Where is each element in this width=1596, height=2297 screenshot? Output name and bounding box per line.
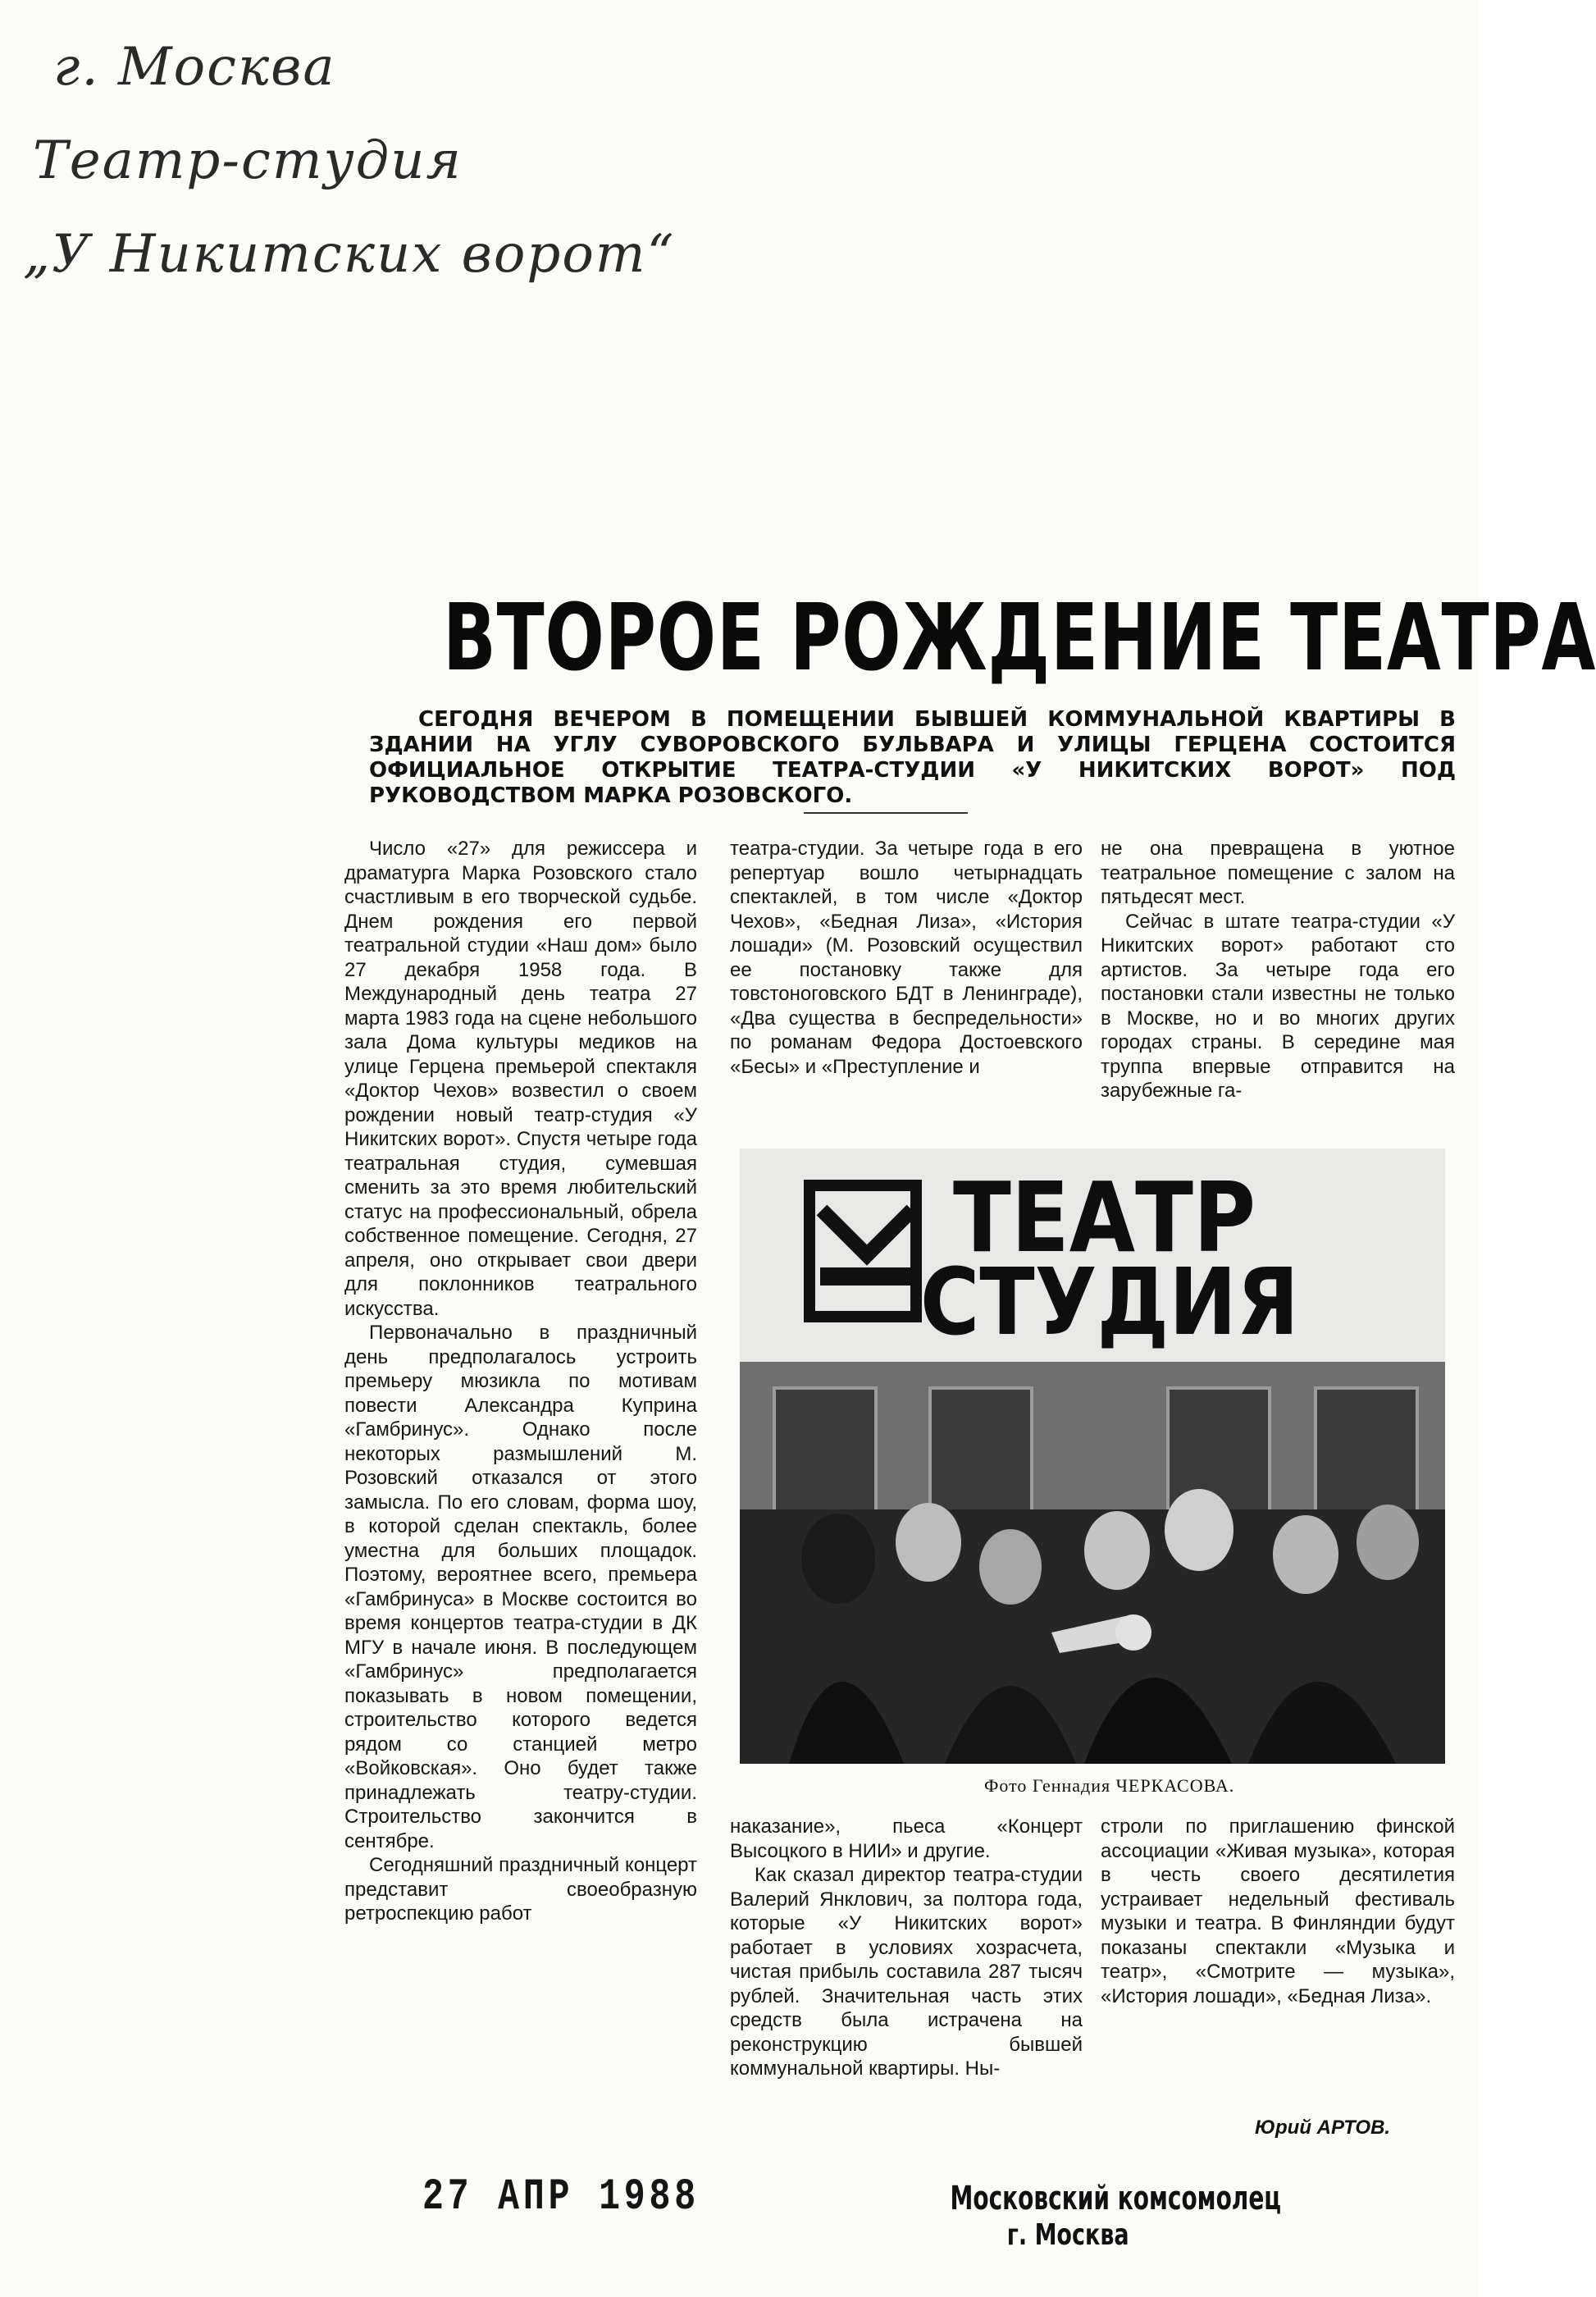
column-3-top-paragraph-2: Сейчас в штате театра-студии «У Никитских ворот» работают сто артистов. За четыре года его постановки стали известны не только в Москве, но и во многих других городах страны. В середине мая труппа впервые отправится на зарубежные га- [1101,910,1455,1102]
source-city: г. Москва [1006,2218,1129,2252]
photo-sign-line-2: СТУДИЯ [920,1249,1299,1356]
theatre-photo [740,1148,1445,1764]
article-lead: СЕГОДНЯ ВЕЧЕРОМ В ПОМЕЩЕНИИ БЫВШЕЙ КОММУНАЛЬНОЙ КВАРТИРЫ В ЗДАНИИ НА УГЛУ СУВОРОВСКОГО БУЛЬВАРА И УЛИЦЫ ГЕРЦЕНА СОСТОИТСЯ ОФИЦИАЛЬНОЕ ОТКРЫТИЕ ТЕАТРА-СТУДИИ «У НИКИТСКИХ ВОРОТ» ПОД РУКОВОДСТВОМ МАРКА РОЗОВСКОГО. [369,707,1456,808]
article-column-3-top [1101,837,1455,1103]
source-newspaper-name: Московский комсомолец [950,2180,1282,2217]
photo-window [1314,1386,1419,1516]
photo-caption: Фото Геннадия ЧЕРКАСОВА. [984,1775,1235,1796]
column-1-paragraph-1: Число «27» для режиссера и драматурга Марка Розовского стало счастливым в его творческой судьбе. Днем рождения его первой театральной студии «Наш дом» было 27 декабря 1958 года. В Международный день театра 27 марта 1983 года на сцене небольшого зала Дома культуры медиков на улице Герцена премьерой спектакля «Доктор Чехов» возвестил о своем рождении новый театр-студия «У Никитских ворот». Спустя четыре года театральная студия, сумевшая сменить за это время любительский статус на профессиональный, обрела собственное помещение. Сегодня, 27 апреля, оно открывает свои двери для поклонников театрального искусства. [344,838,697,1320]
lead-underline [804,812,968,814]
column-2-top-text: театра-студии. За четыре года в его репертуар вошло четырнадцать спектаклей, в том числе «Доктор Чехов», «Бедная Лиза», «История лошади» (М. Розовский осуществил ее постановку также для товстоноговского БДТ в Ленинграде), «Два существа в беспредельности» по романам Федора Достоевского «Бесы» и «Преступление и [730,838,1083,1078]
column-3-bottom-text: строли по приглашению финской ассоциации «Живая музыка», которая в честь своего десятилетия устраивает недельный фестиваль музыки и театра. В Финляндии будут показаны спектакли «Музыка и театр», «Смотрите — музыка», «История лошади», «Бедная Лиза». [1101,1815,1455,2007]
column-3-top-paragraph-1: не она превращена в уютное театральное помещение с залом на пятьдесят мест. [1101,838,1455,908]
article-column-2-top [730,837,1083,1079]
theatre-logo-icon [805,1177,928,1325]
photo-sign [789,1161,1445,1358]
article-column-2-bottom [730,1815,1083,2081]
photo-window [928,1386,1033,1516]
article-author: Юрий АРТОВ. [1255,2117,1391,2139]
column-2-bottom-paragraph-2: Как сказал директор театра-студии Валерий Янклович, за полтора года, которые «У Никитских ворот» работает в условиях хозрасчета, чистая прибыль составила 287 тысяч рублей. Значительная часть этих средств была истрачена на реконструкцию бывшей коммунальной квартиры. Ны- [730,1864,1083,2080]
article-headline: ВТОРОЕ РОЖДЕНИЕ ТЕАТРА [443,585,1596,692]
article-column-1 [344,837,697,1926]
column-1-paragraph-2: Первоначально в праздничный день предполагалось устроить премьеру мюзикла по мотивам повести Александра Куприна «Гамбринус». Однако после некоторых размышлений М. Розовский отказался от этого замысла. По его словам, форма шоу, в которой сделан спектакль, более уместна для больших площадок. Поэтому, вероятнее всего, премьера «Гамбринуса» в Москве состоится во время концертов театра-студии в ДК МГУ в начале июня. В последующем «Гамбринус» предполагается показывать в новом помещении, строительство которого ведется рядом со станцией метро «Войковская». Оно будет также принадлежать театру-студии. Строительство закончится в сентябре. [344,1322,697,1852]
source-stamp [879,2180,1282,2254]
column-2-bottom-paragraph-1: наказание», пьеса «Концерт Высоцкого в НИИ» и другие. [730,1815,1083,1862]
photo-sign-line-1: ТЕАТР [953,1161,1256,1274]
photo-crowd-musicians [740,1509,1445,1764]
column-1-paragraph-3: Сегодняшний праздничный концерт представит своеобразную ретроспекцию работ [344,1854,697,1925]
date-stamp: 27 АПР 1988 [422,2172,700,2222]
handwritten-theatre-name: „У Никитских ворот“ [23,224,676,285]
handwritten-note [23,37,676,285]
photo-window [773,1386,878,1516]
handwritten-city: г. Москва [53,37,336,98]
handwritten-theatre-type: Театр-студия [33,130,463,191]
article-column-3-bottom [1101,1815,1455,2008]
